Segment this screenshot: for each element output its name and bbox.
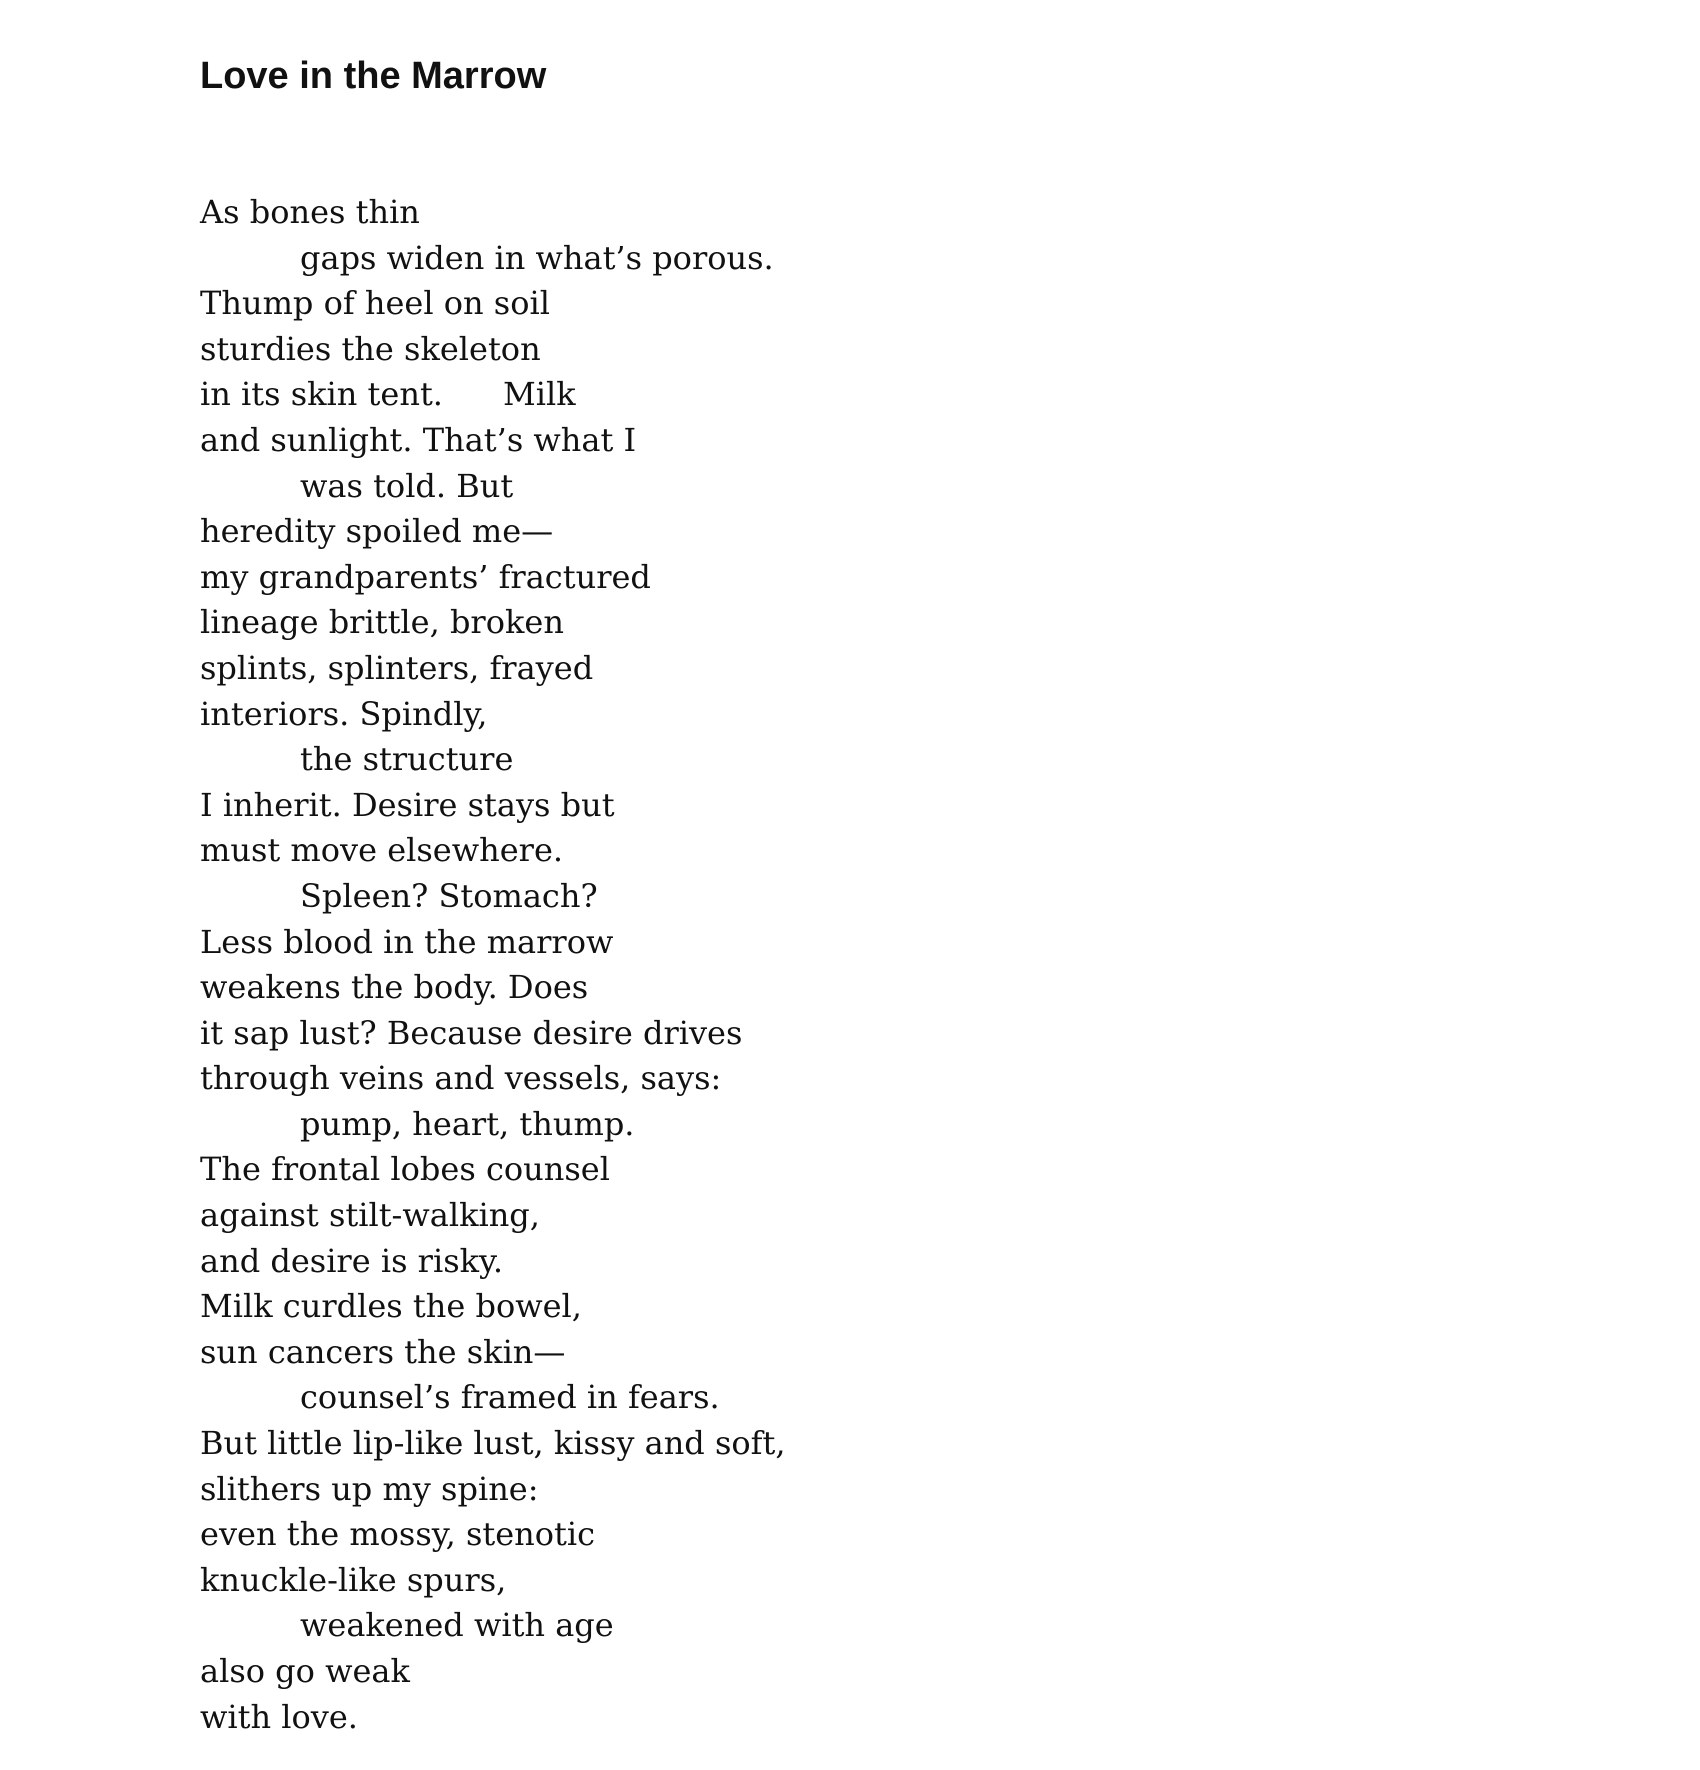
poem-line <box>200 1467 786 1513</box>
poem-line <box>200 1056 786 1102</box>
poem-line-text: was told. But <box>300 466 514 505</box>
poem-line-text: But little lip-like lust, kissy and soft, <box>200 1424 786 1463</box>
poem-line-text: in its skin tent. <box>200 375 443 414</box>
poem-line <box>200 783 786 829</box>
poem-line-text: The frontal lobes counsel <box>200 1150 610 1189</box>
poem-line <box>200 190 786 236</box>
poem-line-text: against stilt-walking, <box>200 1196 540 1235</box>
poem-line <box>200 418 786 464</box>
poem-line <box>200 464 786 510</box>
poem-title: Love in the Marrow <box>200 55 547 97</box>
poem-line <box>200 1603 786 1649</box>
poem-line-text: sun cancers the skin— <box>200 1332 566 1371</box>
poem-line <box>200 1239 786 1285</box>
poem-line-text: Thump of heel on soil <box>200 284 550 323</box>
poem-line <box>200 1147 786 1193</box>
poem-line <box>200 1284 786 1330</box>
poem-line <box>200 692 786 738</box>
poem-line-text: weakened with age <box>300 1606 614 1645</box>
poem-body <box>200 190 786 1740</box>
poem-line-text: the structure <box>300 740 514 779</box>
poem-line-text: splints, splinters, frayed <box>200 648 594 687</box>
poem-line <box>200 965 786 1011</box>
poem-line-text: Less blood in the marrow <box>200 922 614 961</box>
poem-line-text: Milk curdles the bowel, <box>200 1287 582 1326</box>
poem-line-text: must move elsewhere. <box>200 831 564 870</box>
poem-line-text: gaps widen in what’s porous. <box>300 238 774 277</box>
poem-line <box>200 372 786 418</box>
poem-line <box>200 874 786 920</box>
poem-line-text: slithers up my spine: <box>200 1469 539 1508</box>
poem-line-text: my grandparents’ fractured <box>200 557 651 596</box>
poem-line <box>200 1512 786 1558</box>
poem-line <box>200 1558 786 1604</box>
poem-line <box>200 1695 786 1741</box>
poem-line-text: As bones thin <box>200 193 420 231</box>
poem-line-text: Spleen? Stomach? <box>300 876 598 915</box>
poem-line-text: with love. <box>200 1697 358 1736</box>
poem-line <box>200 1421 786 1467</box>
poem-line <box>200 281 786 327</box>
poem-line <box>200 1102 786 1148</box>
poem-line-text: lineage brittle, broken <box>200 603 564 642</box>
poem-line-text: it sap lust? Because desire drives <box>200 1013 743 1052</box>
poem-line <box>200 1649 786 1695</box>
poem-line <box>200 737 786 783</box>
poem-line-text: through veins and vessels, says: <box>200 1059 722 1098</box>
poem-line-text: sturdies the skeleton <box>200 329 541 368</box>
poem-line <box>200 327 786 373</box>
poem-line <box>200 600 786 646</box>
poem-line <box>200 236 786 282</box>
poem-line-text: heredity spoiled me— <box>200 512 554 551</box>
poem-line-text: I inherit. Desire stays but <box>200 785 615 824</box>
poem-line <box>200 555 786 601</box>
poem-line-text: weakens the body. Does <box>200 968 589 1007</box>
poem-line-text: and desire is risky. <box>200 1241 503 1280</box>
poem-line <box>200 509 786 555</box>
poem-line <box>200 1375 786 1421</box>
poem-line-text-continued: Milk <box>502 375 576 414</box>
poem-line <box>200 828 786 874</box>
poem-line-text: pump, heart, thump. <box>300 1104 635 1143</box>
poem-line-text: and sunlight. That’s what I <box>200 420 637 459</box>
poem-line <box>200 1011 786 1057</box>
poem-line-text: counsel’s framed in fears. <box>300 1378 720 1417</box>
poem-line-text: knuckle-like spurs, <box>200 1560 507 1599</box>
poem-line <box>200 1193 786 1239</box>
poem-line <box>200 1330 786 1376</box>
poem-line-text: also go weak <box>200 1652 410 1690</box>
poem-line-text: interiors. Spindly, <box>200 694 488 733</box>
poem-line <box>200 646 786 692</box>
poem-line <box>200 920 786 966</box>
poem-line-text: even the mossy, stenotic <box>200 1515 596 1554</box>
